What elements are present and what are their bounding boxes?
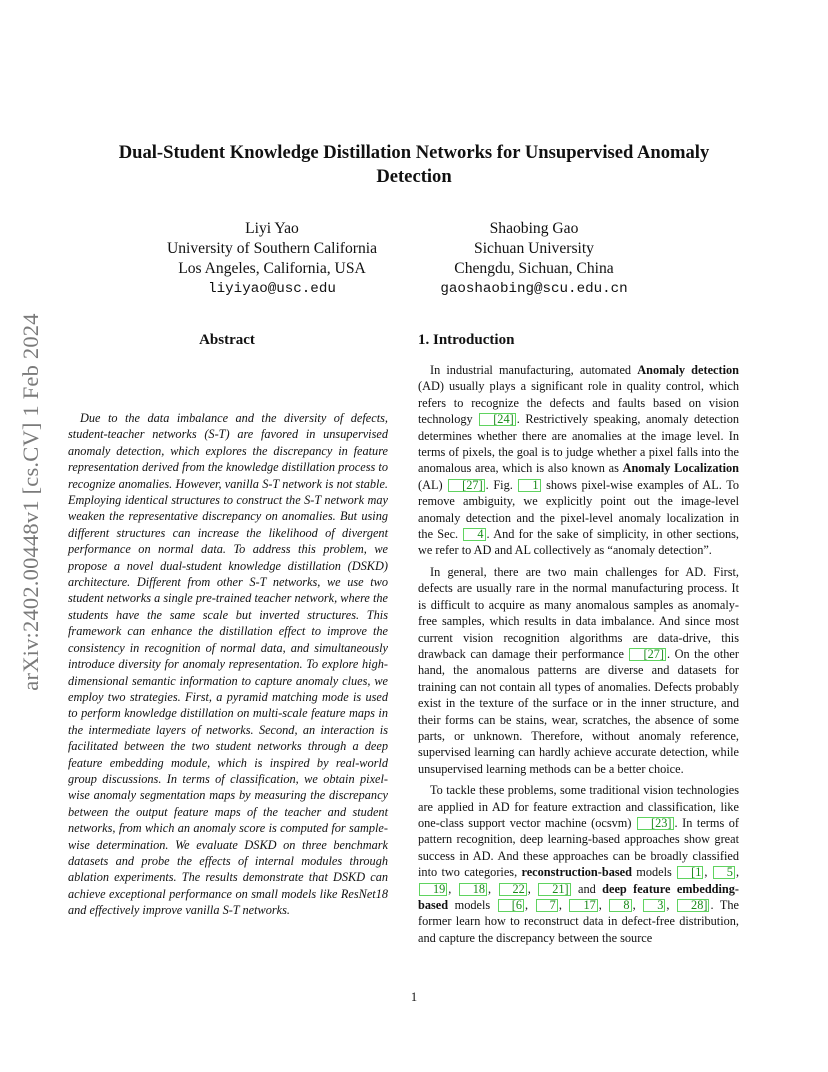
citation-link[interactable]: [6 [498, 899, 524, 912]
abstract-heading: Abstract [199, 332, 255, 348]
introduction-body [418, 362, 739, 951]
citation-link[interactable]: 19 [419, 883, 447, 896]
author-affiliation: University of Southern California [166, 240, 378, 257]
citation-link[interactable]: [24] [479, 413, 516, 426]
section-link[interactable]: 4 [463, 528, 485, 541]
text-run: shows pixel-wise examples of AL. To remove ambiguity, we explicitly point out the image-level anomaly detection and the pixel-level anomaly localization in the Sec. [418, 477, 740, 542]
text-run: . Restrictively speaking, anomaly detection determines whether there are anomalies at the image level. In terms of pixels, the goal is to judge whether a pixel falls into the anomalous area, which is also known as [418, 412, 740, 476]
citation-link[interactable]: 17 [569, 899, 597, 912]
paper-title [70, 141, 758, 189]
author-location: Chengdu, Sichuan, China [454, 260, 614, 277]
text-run: (AD) usually plays a significant role in quality control, which refers to recognize the defects and faults based on vision technology [418, 379, 739, 427]
citation-link[interactable]: 8 [609, 899, 631, 912]
text-run: models [448, 898, 497, 912]
author-block-2 [384, 219, 684, 299]
introduction-heading: 1. Introduction [418, 332, 515, 348]
arxiv-sidebar [12, 292, 50, 712]
author-affiliation: Sichuan University [474, 240, 594, 257]
bold-term: reconstruction-based [521, 865, 632, 880]
intro-paragraph-2 [418, 564, 739, 777]
paper-title-line-1: Dual-Student Knowledge Distillation Networks for Unsupervised Anomaly [118, 142, 710, 163]
text-run: (AL) [418, 477, 448, 492]
text-run: To tackle these problems, some traditional vision technologies are applied in AD for feature extraction and classification, like one-class support vector machine (ocsvm) [418, 783, 739, 830]
intro-paragraph-1 [418, 362, 739, 559]
citation-link[interactable]: [27] [448, 479, 485, 492]
author-name: Liyi Yao [245, 220, 299, 237]
text-run: . On the other hand, the anomalous patterns are diverse and datasets for training can not contain all types of anomalies. Defects probably exist in the texture of the surface or in the inner structure, and their forms can be stains, wear, scratches, the absence of some parts, or unknown. Therefore, without anomaly reference, supervised learning can hardly achieve accurate detection, while unsupervised learning methods can be a better choice. [418, 646, 739, 776]
paper-title-line-2: Detection [376, 166, 452, 187]
intro-paragraph-3: To tackle these problems, some traditional vision technologies are applied in AD for feature extraction and classification, like one-class support vector machine (ocsvm) [23] . In terms of pattern recognition, deep learning-based approaches show great success in AD. And these approaches can be broadly classified into two categories, reconstruction-based models [1 , 5 , 19 , 18 , 22 , 21] and deep feature embedding-based models [6 , 7 , 17 , 8 , 3 , 28] . The former learn how to reconstruct data in defect-free distribution, and capture the discrepancy between the source [418, 783, 740, 945]
text-run: models [631, 865, 677, 880]
text-run: . Fig. [485, 477, 518, 492]
page-number: 1 [410, 990, 418, 1004]
abstract-text: Due to the data imbalance and the diversity of defects, student-teacher networks (S-T) are favored in unsupervised anomaly detection, which explores the discrepancy in feature representation derived from the knowledge distillation process to recognize anomalies. However, vanilla S-T network is not stable. Employing identical structures to construct the S-T network may weaken the representative discrepancy on anomalies. But using different structures can increase the likelihood of divergent performance on normal data. To address this problem, we propose a novel dual-student knowledge distillation (DSKD) architecture. Different from other S-T networks, we use two student networks a single pre-trained teacher network, where the students have the same scale but inverted structures. This framework can enhance the distillation effect to improve the consistency in recognition of normal data, and simultaneously introduce diversity for anomaly representation. To explore high-dimensional semantic information to capture anomaly clues, we employ two strategies. First, a pyramid matching mode is used to perform knowledge distillation on multi-scale feature maps in the intermediate layers of networks. Second, an interaction is facilitated between the two student networks through a deep feature embedding module, which is inspired by real-world group discussions. In terms of classification, we obtain pixel-wise anomaly segmentation maps by measuring the discrepancy between the output feature maps of the teacher and student networks, from which an anomaly score is computed for sample-wise determination. We evaluate DSKD on three benchmark datasets and probe the effects of internal modules through ablation experiments. The results demonstrate that DSKD can achieve exceptional performance on small models like ResNet18 and effectively improve vanilla S-T networks. [68, 411, 388, 918]
text-run: . The former learn how to reconstruct data in defect-free distribution, and capture the discrepancy between the source [418, 898, 739, 945]
citation-link[interactable]: [23] [637, 817, 674, 830]
author-email[interactable]: gaoshaobing@scu.edu.cn [440, 281, 628, 297]
citation-link[interactable]: 21] [538, 883, 570, 896]
bold-term: Anomaly Localization [622, 461, 739, 476]
bold-term: deep feature embedding-based [418, 881, 739, 912]
citation-link[interactable]: 18 [459, 883, 487, 896]
citation-link[interactable]: [1 [677, 866, 703, 879]
arxiv-identifier: arXiv:2402.00448v1 [cs.CV] 1 Feb 2024 [18, 313, 43, 691]
text-run: In general, there are two main challenges for AD. First, defects are usually rare in the normal manufacturing process. It is difficult to acquire as many anomalous samples as anomaly-free samples, which results in data imbalance. And since most current vision recognition algorithms are data-drive, this drawback can damage their performance [418, 564, 739, 661]
citation-link[interactable]: 28] [677, 899, 709, 912]
text-run: In industrial manufacturing, automated [430, 363, 638, 377]
author-email[interactable]: liyiyao@usc.edu [208, 281, 336, 297]
citation-link[interactable]: 3 [643, 899, 665, 912]
text-run: . In terms of pattern recognition, deep learning-based approaches show great success in AD. And these approaches can be broadly classified into two categories, [418, 815, 740, 880]
author-name: Shaobing Gao [489, 220, 579, 237]
text-run: . And for the sake of simplicity, in other sections, we refer to AD and AL collectively as “anomaly detection”. [418, 527, 739, 558]
citation-link[interactable]: 7 [536, 899, 558, 912]
author-block-1 [122, 219, 422, 299]
text-run: and [571, 881, 603, 896]
bold-term: Anomaly detection [637, 363, 739, 377]
citation-link[interactable]: 5 [713, 866, 735, 879]
citation-link[interactable]: 22 [499, 883, 527, 896]
citation-link[interactable]: [27] [629, 648, 666, 661]
figure-link[interactable]: 1 [518, 479, 540, 492]
author-location: Los Angeles, California, USA [178, 260, 366, 277]
